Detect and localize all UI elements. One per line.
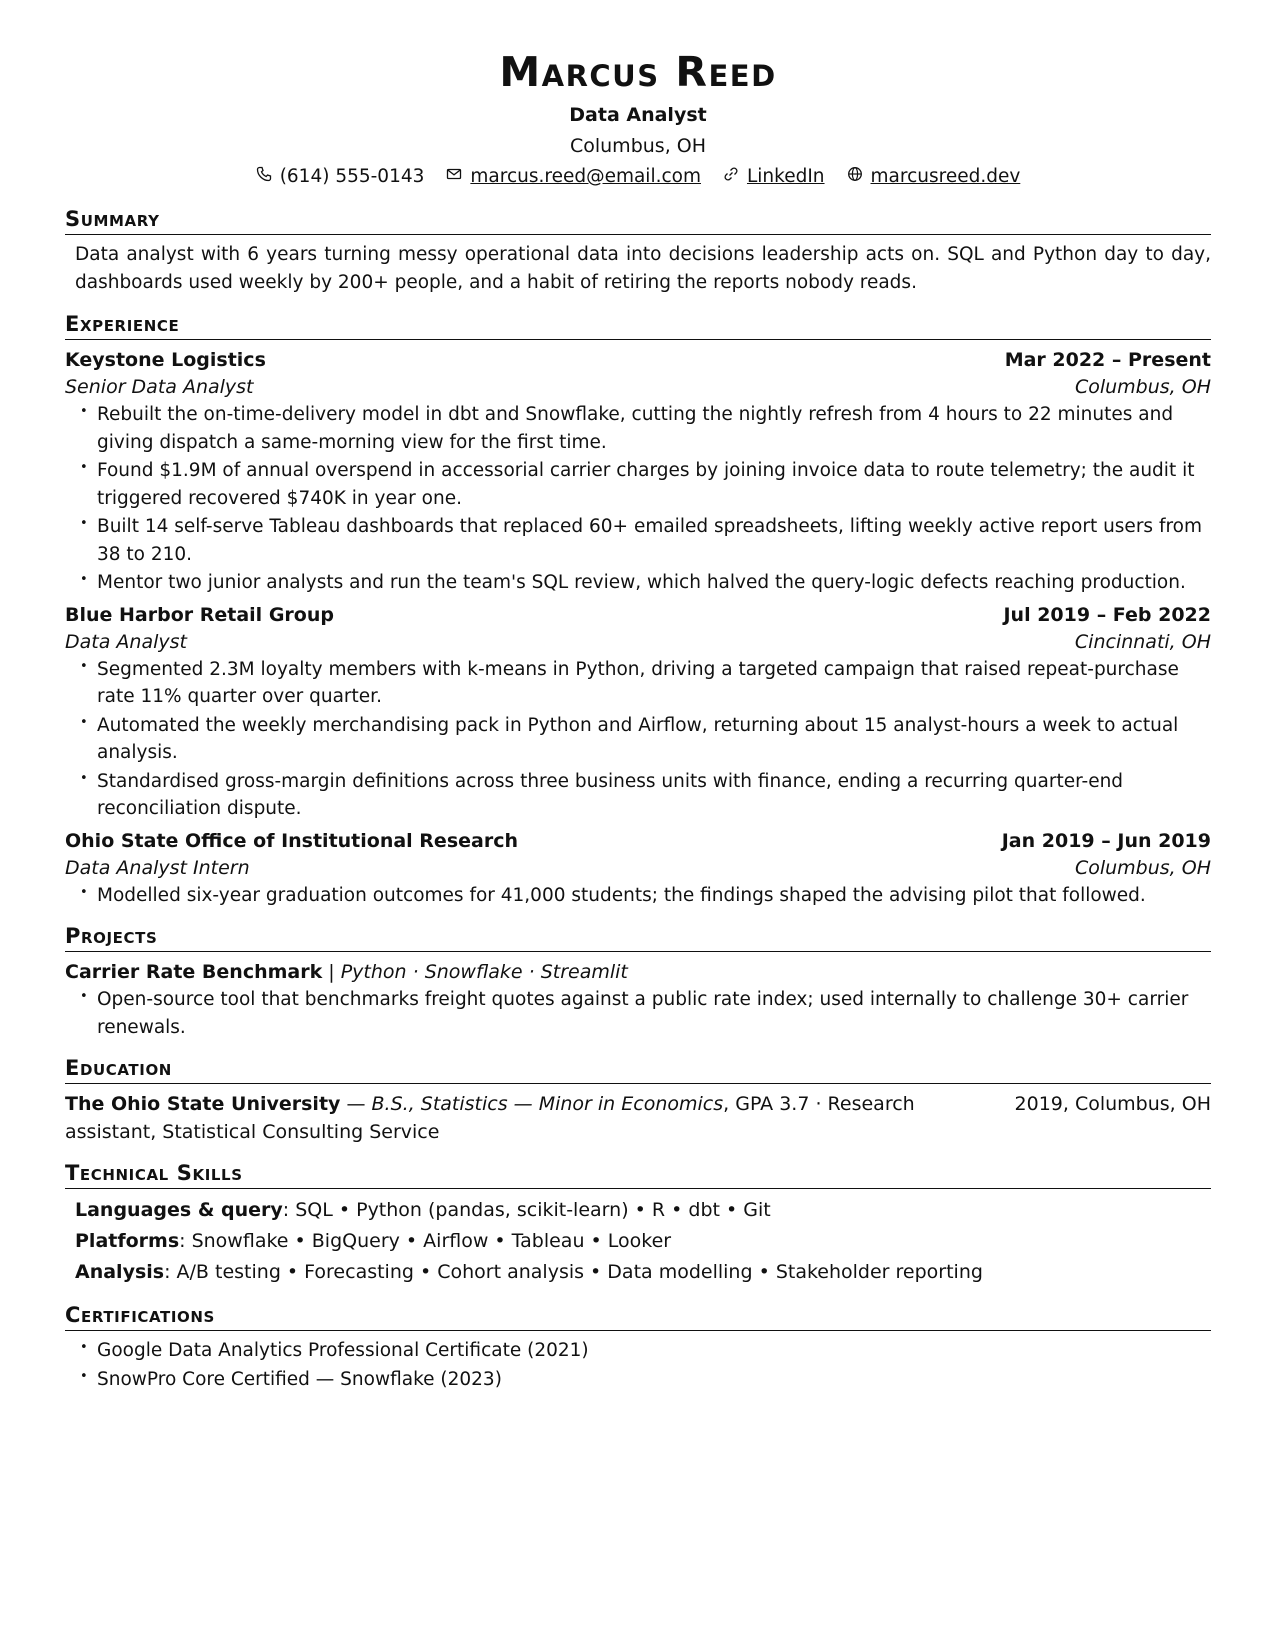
job-company: Keystone Logistics [65,349,266,371]
education-school: The Ohio State University [65,1093,341,1115]
candidate-title: Data Analyst [569,104,707,126]
bullet-item: • Found $1.9M of annual overspend in accessorial carrier charges by joining invoice data to route telemetry; the audit it triggered recovered $740K in year one. [97,457,1211,512]
job-role: Data Analyst Intern [65,856,250,879]
skill-items: : SQL • Python (pandas, scikit-learn) • R • dbt • Git [282,1199,771,1221]
candidate-location: Columbus, OH [569,135,707,157]
bullet-item: • Automated the weekly merchandising pack in Python and Airflow, returning about 15 analyst-hours a week to actual analysis. [97,712,1211,767]
skill-label: Analysis [75,1261,165,1283]
certification-item: • SnowPro Core Certified — Snowflake (2023) [97,1366,1211,1394]
contact-bar [65,162,1211,192]
projects-section [65,923,1211,1041]
summary-section [65,206,1211,297]
education-entry [65,1090,1211,1146]
project-tech: Python · Snowflake · Streamlit [340,961,628,983]
certifications-section [65,1302,1211,1393]
job-entry [65,827,1211,910]
skill-label: Languages & query [75,1199,283,1221]
education-section [65,1055,1211,1146]
bullet-item: • Mentor two junior analysts and run the team's SQL review, which halved the query-logic defects reaching production. [97,569,1211,597]
skill-row [75,1226,1211,1257]
contact-phone [256,162,425,192]
section-title-certifications: Certifications [65,1302,1211,1331]
project-name: Carrier Rate Benchmark [65,961,323,983]
section-title-summary: Summary [65,206,1211,235]
education-separator: — [340,1093,372,1115]
phone-icon [256,162,272,192]
skill-row [75,1195,1211,1226]
website-link[interactable]: marcusreed.dev [870,166,1021,187]
project-heading [65,958,1211,986]
job-bullets [65,882,1211,910]
job-bullets [65,656,1211,823]
certification-list [65,1337,1211,1393]
job-role: Data Analyst [65,630,187,653]
skills-section [65,1160,1211,1288]
linkedin-link[interactable]: LinkedIn [746,166,825,187]
mail-icon [446,162,462,192]
job-location: Cincinnati, OH [1074,630,1211,653]
contact-email[interactable] [446,162,701,192]
experience-section [65,311,1211,909]
candidate-name: Marcus Reed [499,48,777,96]
section-title-education: Education [65,1055,1211,1084]
skill-row [75,1257,1211,1288]
section-title-projects: Projects [65,923,1211,952]
summary-text: Data analyst with 6 years turning messy operational data into decisions leadership acts on. SQL and Python day to day, dashboards used weekly by 200+ people, and a habit of retiring the reports nobody reads. [75,244,1211,293]
link-icon [723,162,739,192]
bullet-item: • Open-source tool that benchmarks freight quotes against a public rate index; used internally to challenge 30+ carrier renewals. [97,986,1211,1041]
section-title-experience: Experience [65,311,1211,340]
skill-items: : A/B testing • Forecasting • Cohort analysis • Data modelling • Stakeholder reporting [164,1261,983,1283]
email-link[interactable]: marcus.reed@email.com [470,166,701,187]
job-location: Columbus, OH [1074,376,1211,398]
education-degree: B.S., Statistics — Minor in Economics [371,1093,724,1115]
job-company: Blue Harbor Retail Group [65,603,334,626]
job-company: Ohio State Office of Institutional Research [65,829,518,852]
bullet-item: • Rebuilt the on-time-delivery model in dbt and Snowflake, cutting the nightly refresh from 4 hours to 22 minutes and giving dispatch a same-morning view for the first time. [97,401,1211,456]
job-dates: Jan 2019 – Jun 2019 [1001,829,1211,852]
job-entry [65,346,1211,597]
education-date-location: 2019, Columbus, OH [1014,1093,1211,1115]
skill-items: : Snowflake • BigQuery • Airflow • Tableau • Looker [179,1230,672,1252]
section-title-skills: Technical Skills [65,1160,1211,1189]
bullet-item: • Segmented 2.3M loyalty members with k-means in Python, driving a targeted campaign that raised repeat-purchase rate 11% quarter over quarter. [97,656,1211,711]
skill-label: Platforms [75,1230,180,1252]
job-role: Senior Data Analyst [65,376,254,398]
bullet-item: • Modelled six-year graduation outcomes for 41,000 students; the findings shaped the advising pilot that followed. [97,882,1211,910]
project-bullets [65,986,1211,1041]
job-location: Columbus, OH [1074,856,1211,879]
bullet-item: • Built 14 self-serve Tableau dashboards that replaced 60+ emailed spreadsheets, lifting weekly active report users from 38 to 210. [97,513,1211,568]
globe-icon [847,162,863,192]
contact-linkedin[interactable] [723,162,825,192]
contact-website[interactable] [847,162,1021,192]
phone-text: (614) 555-0143 [279,166,425,187]
skills-list [65,1195,1211,1288]
job-bullets [65,401,1211,597]
job-entry [65,601,1211,823]
education-details: , GPA 3.7 · Research assistant, Statistical Consulting Service [65,1093,915,1143]
job-dates: Jul 2019 – Feb 2022 [1003,603,1211,626]
resume-page [65,44,1211,1394]
project-separator: | [322,961,341,983]
job-dates: Mar 2022 – Present [1004,349,1211,371]
bullet-item: • Standardised gross-margin definitions across three business units with finance, ending a recurring quarter-end reconciliation dispute. [97,768,1211,823]
certification-item: • Google Data Analytics Professional Certificate (2021) [97,1337,1211,1365]
